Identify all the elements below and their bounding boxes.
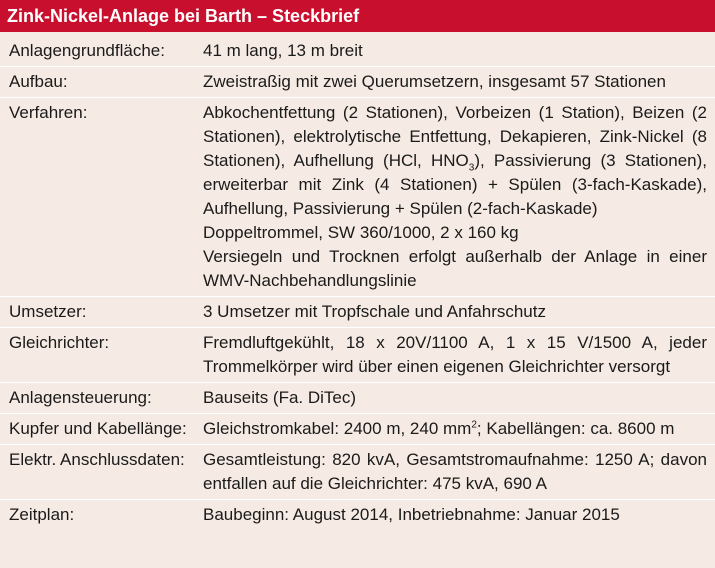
spec-row-aufbau: [0, 67, 715, 98]
spec-row-gleichrichter: [0, 328, 715, 383]
sheet-title: Zink-Nickel-Anlage bei Barth – Steckbrief: [0, 0, 715, 32]
spec-row-umsetzer: [0, 297, 715, 328]
verfahren-text-part2: ), Passivierung (3 Stationen), erweiterbar mit Zink (4 Stationen) + Spülen (3-fach-Kaskade), Aufhellung, Passivierung + Spülen (2-fach-Kaskade): [203, 151, 707, 218]
subscript-3: 3: [468, 162, 475, 174]
verfahren-trommel: Doppeltrommel, SW 360/1000, 2 x 160 kg: [203, 223, 519, 242]
spec-label: Zeitplan:: [9, 505, 75, 524]
spec-label: Anlagensteuerung:: [9, 388, 152, 407]
spec-label: Gleichrichter:: [9, 333, 110, 352]
spec-label: Verfahren:: [9, 103, 88, 122]
spec-value: 3 Umsetzer mit Tropfschale und Anfahrschutz: [203, 302, 546, 321]
spec-row-anlagensteuerung: [0, 383, 715, 414]
spec-value: [191, 98, 715, 296]
spec-value: Fremdluftgekühlt, 18 x 20V/1100 A, 1 x 15 V/1500 A, jeder Trommelkörper wird über einen eigenen Gleichrichter versorgt: [203, 333, 707, 376]
spec-row-kupfer: [0, 414, 715, 445]
spec-label: Aufbau:: [9, 72, 68, 91]
kupfer-text-part2: ; Kabellängen: ca. 8600 m: [476, 419, 675, 438]
spec-value: 41 m lang, 13 m breit: [203, 41, 363, 60]
spec-table: [0, 32, 715, 530]
spec-label: Kupfer und Kabellänge:: [9, 419, 187, 438]
spec-value: Gesamtleistung: 820 kvA, Gesamtstromaufnahme: 1250 A; davon entfallen auf die Gleichrichter: 475 kvA, 690 A: [203, 450, 707, 493]
spec-row-grundflaeche: [0, 36, 715, 67]
spec-value: [191, 414, 715, 444]
kupfer-text-part1: Gleichstromkabel: 2400 m, 240 mm: [203, 419, 472, 438]
spec-row-verfahren: [0, 98, 715, 297]
spec-label: Elektr. Anschlussdaten:: [9, 450, 185, 469]
verfahren-text-part1: Abkochentfettung (2 Stationen), Vorbeizen (1 Station), Beizen (2 Stationen), elektrolytische Entfettung, Dekapieren, Zink-Nickel (8 Stationen), Aufhellung (HCl, HNO: [203, 103, 707, 170]
spec-label: Umsetzer:: [9, 302, 87, 321]
spec-value: Baubeginn: August 2014, Inbetriebnahme: Januar 2015: [203, 505, 620, 524]
verfahren-versiegeln: Versiegeln und Trocknen erfolgt außerhalb der Anlage in einer WMV-Nachbehandlungslinie: [203, 247, 707, 290]
superscript-2: 2: [471, 419, 477, 431]
spec-row-anschlussdaten: [0, 445, 715, 500]
spec-label: Anlagengrundfläche:: [9, 41, 165, 60]
spec-value: Bauseits (Fa. DiTec): [203, 388, 357, 407]
spec-value: Zweistraßig mit zwei Querumsetzern, insgesamt 57 Stationen: [203, 72, 666, 91]
spec-row-zeitplan: [0, 500, 715, 530]
